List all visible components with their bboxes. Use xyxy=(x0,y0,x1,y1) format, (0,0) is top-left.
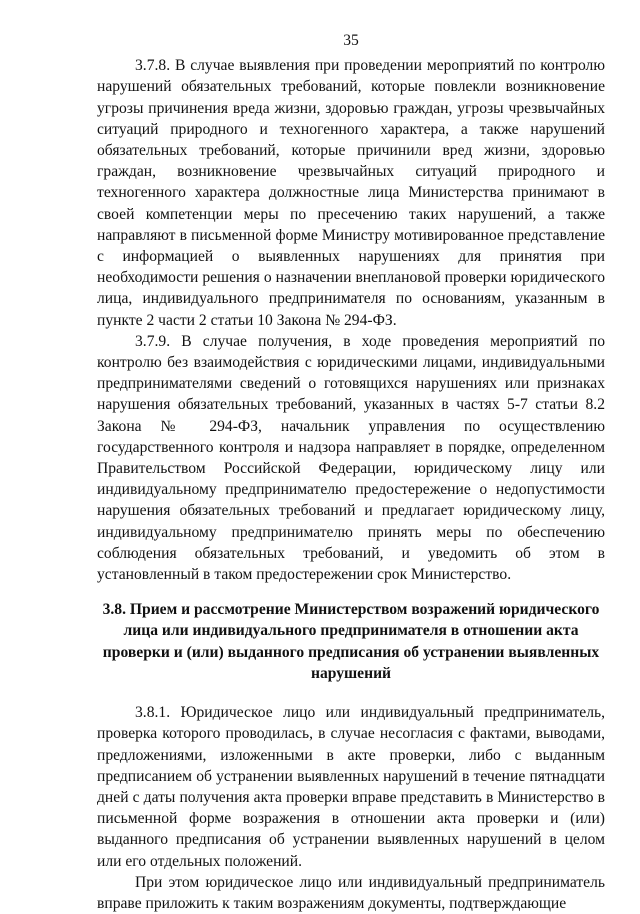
section-heading-3-8: 3.8. Прием и рассмотрение Министерством возражений юридического лица или индивидуального предпринимателя в отношении акта проверки и (или) выданного предписания об устранении выявленных нарушений xyxy=(102,601,600,682)
page-number: 35 xyxy=(343,32,359,49)
paragraph-3-8-1: 3.8.1. Юридическое лицо или индивидуальный предприниматель, проверка которого проводилась, в случае несогласия с фактами, выводами, предложениями, изложенными в акте проверки, либо с выданным предписанием об устранении выявленных нарушений в течение пятнадцати дней с даты получения акта проверки вправе представить в Министерство в письменной форме возражения в отношении акта проверки и (или) выданного предписания об устранении выявленных нарушений в целом или его отдельных положений. xyxy=(97,704,605,870)
paragraph-3-7-9: 3.7.9. В случае получения, в ходе проведения мероприятий по контролю без взаимодействия с юридическими лицами, индивидуальными предпринимателями сведений о готовящихся нарушениях или признаках нарушения обязательных требований, указанных в частях 5-7 статьи 8.2 Закона № 294-ФЗ, начальник управления по осуществлению государственного контроля и надзора направляет в порядке, определенном Правительством Российской Федерации, юридическому лицу или индивидуальному предпринимателю предостережение о недопустимости нарушения обязательных требований и предлагает юридическому лицу, индивидуальному предпринимателю принять меры по обеспечению соблюдения обязательных требований, и уведомить об этом в установленный в таком предостережении срок Министерство. xyxy=(97,332,605,584)
paragraph-3-7-8: 3.7.8. В случае выявления при проведении мероприятий по контролю нарушений обязательных требований, которые повлекли возникновение угрозы причинения вреда жизни, здоровью граждан, угрозы чрезвычайных ситуаций природного и техногенного характера, а также нарушений обязательных требований, которые причинили вред жизни, здоровью граждан, возникновение чрезвычайных ситуаций природного и техногенного характера должностные лица Министерства принимают в своей компетенции меры по пресечению таких нарушений, а также направляют в письменной форме Министру мотивированное представление с информацией о выявленных нарушениях для принятия при необходимости решения о назначении внеплановой проверки юридического лица, индивидуального предпринимателя по основаниям, указанным в пункте 2 части 2 статьи 10 Закона № 294-ФЗ. xyxy=(97,57,605,329)
document-page xyxy=(97,30,605,914)
paragraph-attachments: При этом юридическое лицо или индивидуальный предприниматель вправе приложить к таким возражениям документы, подтверждающие xyxy=(97,873,605,912)
